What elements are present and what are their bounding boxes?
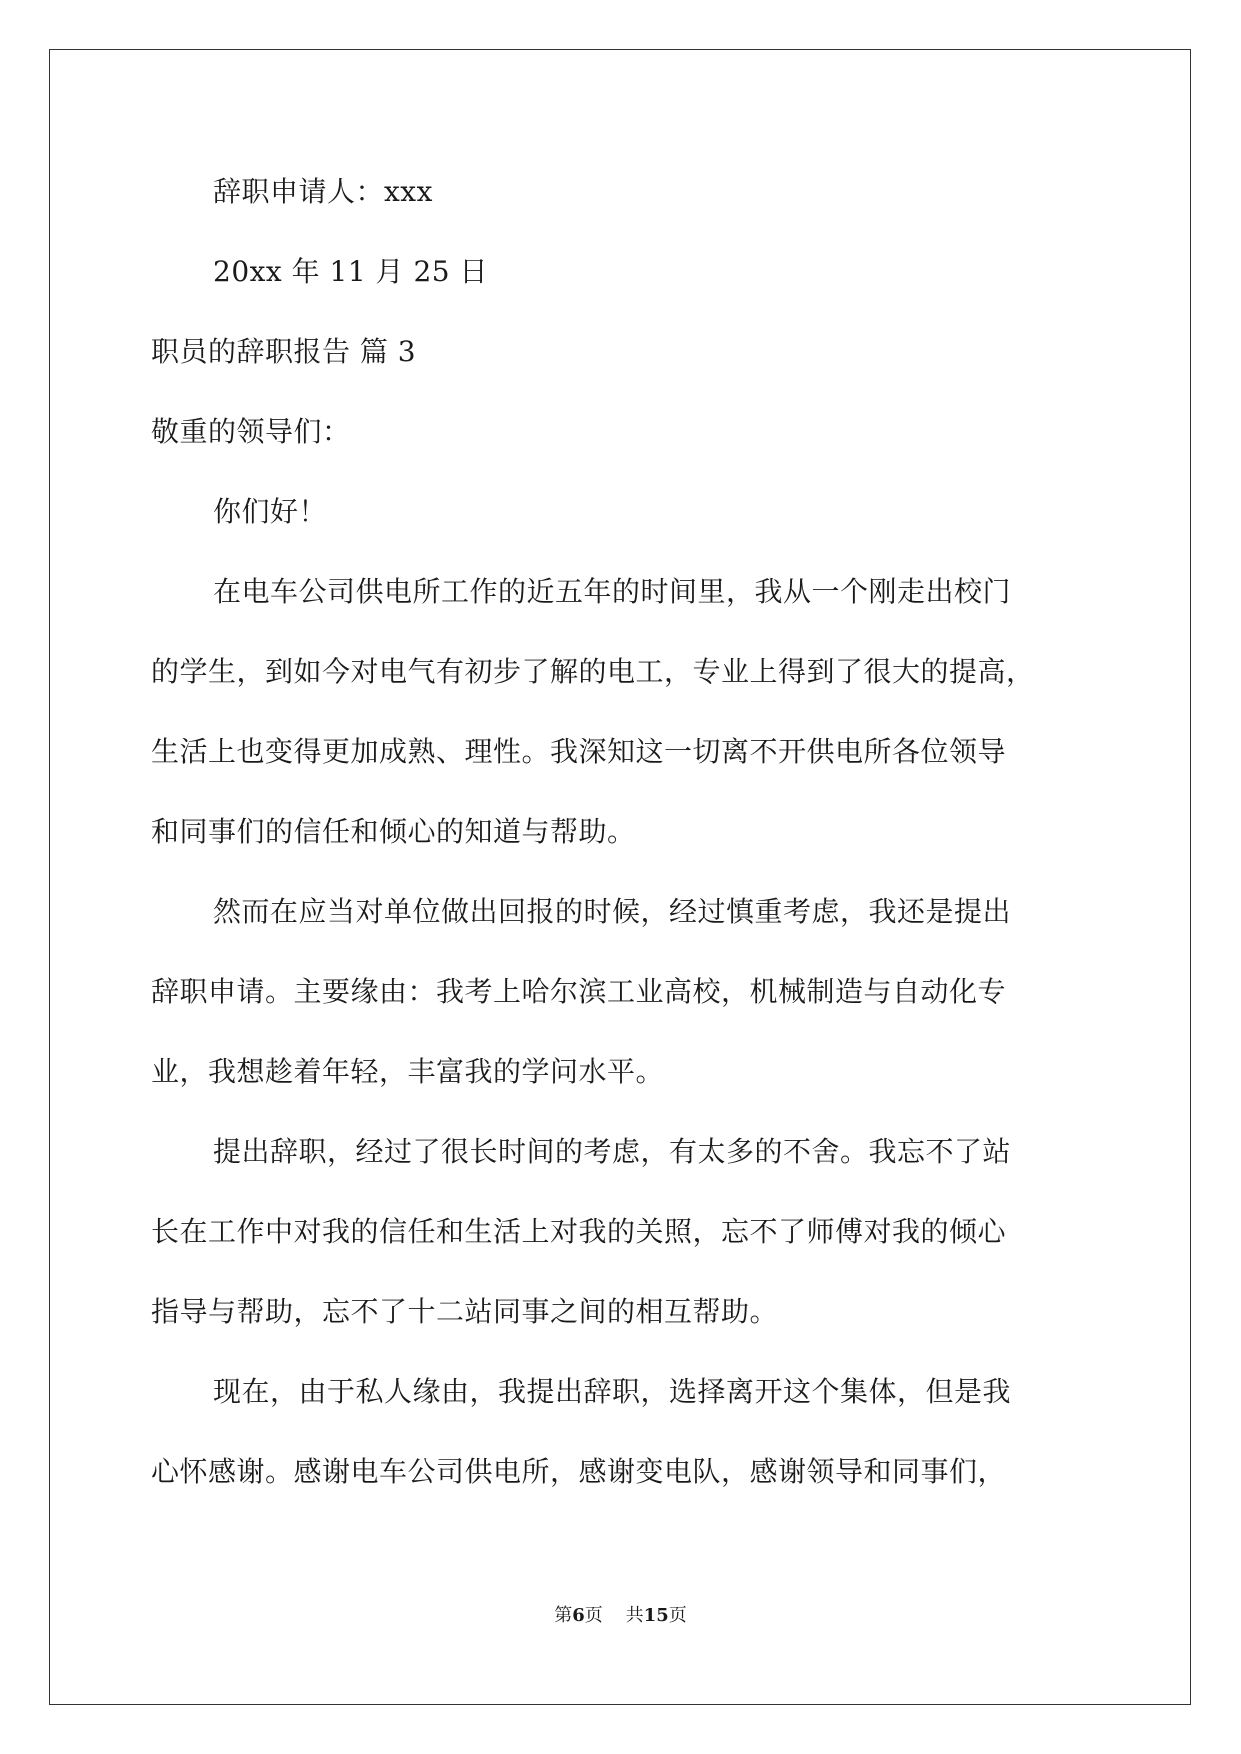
salutation: 敬重的领导们： — [151, 415, 351, 448]
footer-suffix: 页 — [668, 1605, 687, 1626]
section-heading: 职员的辞职报告 篇 3 — [151, 335, 417, 368]
footer-mid: 页 共 — [584, 1605, 644, 1626]
paragraph-4-line-2: 心怀感谢。感谢电车公司供电所，感谢变电队，感谢领导和同事们， — [151, 1455, 1007, 1488]
greeting: 你们好！ — [213, 495, 328, 528]
paragraph-1-line-1: 在电车公司供电所工作的近五年的时间里，我从一个刚走出校门 — [213, 575, 1012, 608]
paragraph-1-line-3: 生活上也变得更加成熟、理性。我深知这一切离不开供电所各位领导 — [151, 735, 1007, 768]
paragraph-3-line-1: 提出辞职，经过了很长时间的考虑，有太多的不舍。我忘不了站 — [213, 1135, 1012, 1168]
footer-current-page: 6 — [572, 1605, 585, 1626]
paragraph-1-line-2: 的学生，到如今对电气有初步了解的电工，专业上得到了很大的提高， — [151, 655, 1035, 688]
paragraph-1-line-4: 和同事们的信任和倾心的知道与帮助。 — [151, 815, 636, 848]
footer-prefix: 第 — [554, 1605, 573, 1626]
paragraph-3-line-2: 长在工作中对我的信任和生活上对我的关照，忘不了师傅对我的倾心 — [151, 1215, 1007, 1248]
page-footer — [0, 1604, 1241, 1628]
paragraph-3-line-3: 指导与帮助，忘不了十二站同事之间的相互帮助。 — [151, 1295, 779, 1328]
footer-total-pages: 15 — [643, 1605, 669, 1626]
paragraph-2-line-2: 辞职申请。主要缘由：我考上哈尔滨工业高校，机械制造与自动化专 — [151, 975, 1007, 1008]
paragraph-4-line-1: 现在，由于私人缘由，我提出辞职，选择离开这个集体，但是我 — [213, 1375, 1012, 1408]
paragraph-2-line-1: 然而在应当对单位做出回报的时候，经过慎重考虑，我还是提出 — [213, 895, 1012, 928]
date-line: 20xx 年 11 月 25 日 — [213, 255, 488, 288]
applicant-line: 辞职申请人：xxx — [213, 175, 433, 208]
paragraph-2-line-3: 业，我想趁着年轻，丰富我的学问水平。 — [151, 1055, 665, 1088]
